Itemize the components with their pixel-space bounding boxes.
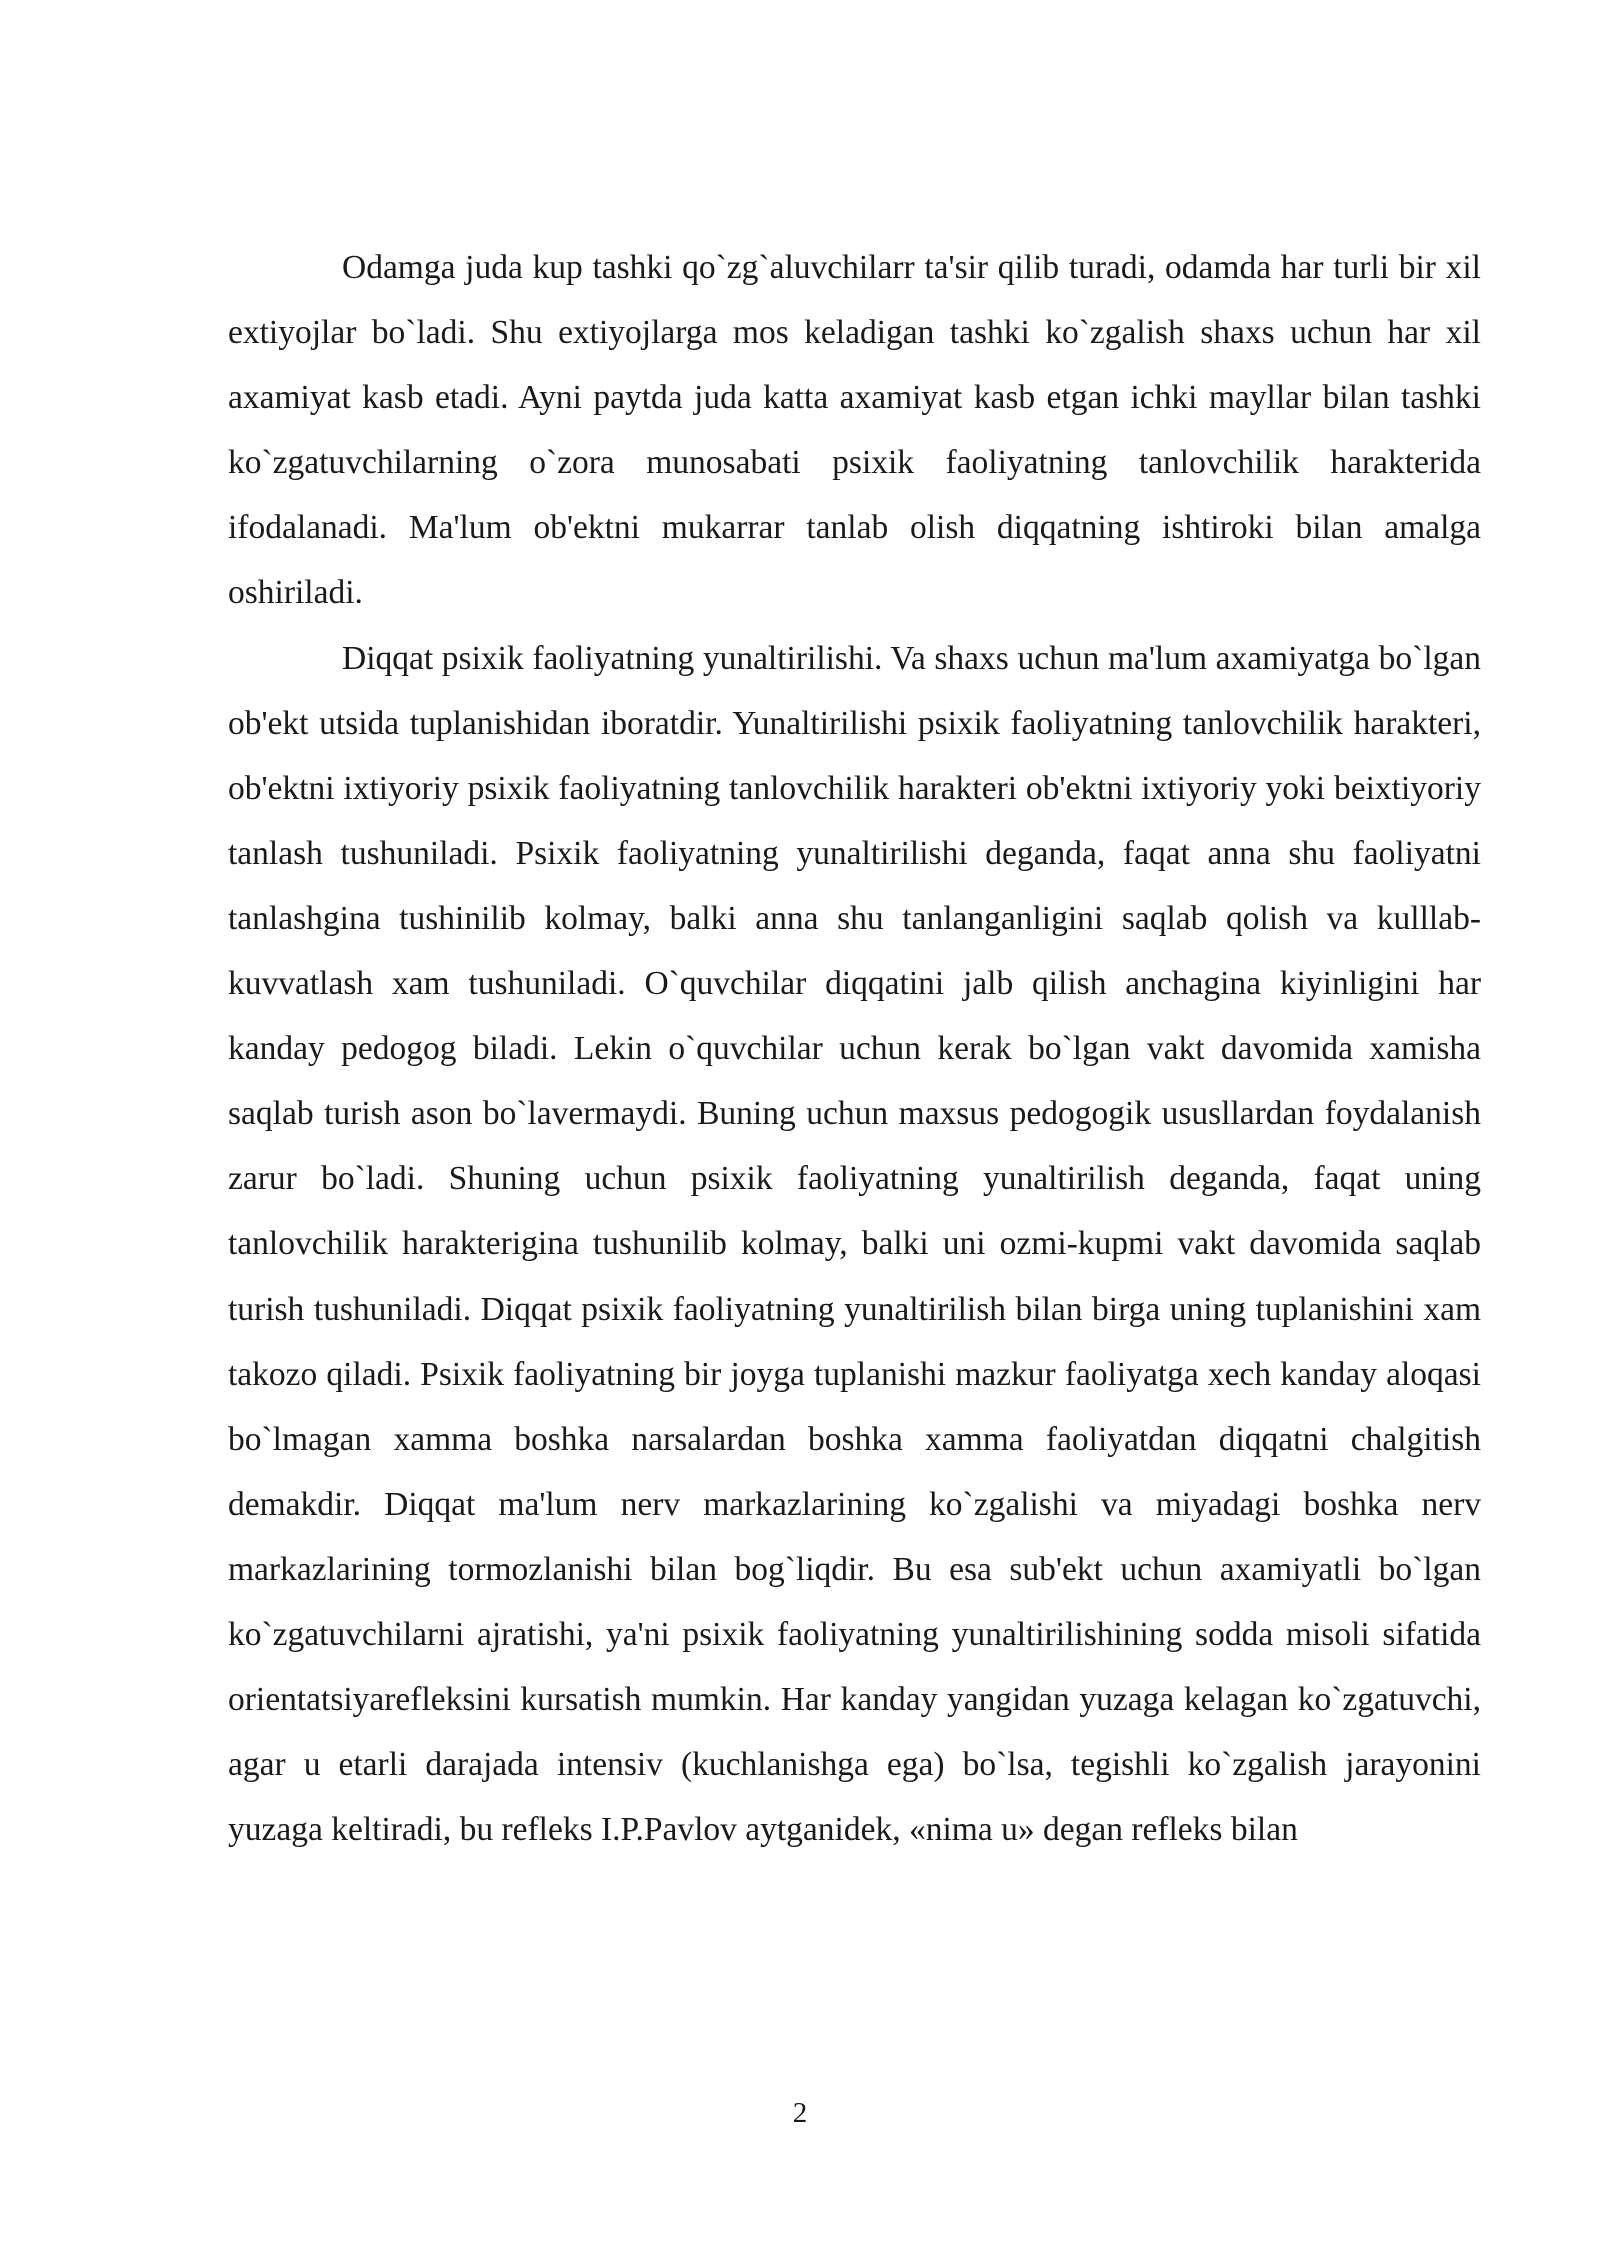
body-text: [228, 235, 1481, 1862]
paragraph-1: Odamga juda kup tashki qo`zg`aluvchilarr ta'sir qilib turadi, odamda har turli bir xil extiyojlar bo`ladi. Shu extiyojlarga mos keladigan tashki ko`zgalish shaxs uchun har xil axamiyat kasb etadi. Ayni paytda juda katta axamiyat kasb etgan ichki mayllar bilan tashki ko`zgatuvchilarning o`zora munosabati psixik faoliyatning tanlovchilik harakterida ifodalanadi. Ma'lum ob'ektni mukarrar tanlab olish diqqatning ishtiroki bilan amalga oshiriladi.: [228, 249, 1481, 612]
paragraph-2: Diqqat psixik faoliyatning yunaltirilishi. Va shaxs uchun ma'lum axamiyatga bo`lgan ob'ekt utsida tuplanishidan iboratdir. Yunaltirilishi psixik faoliyatning tanlovchilik harakteri, ob'ektni ixtiyoriy psixik faoliyatning tanlovchilik harakteri ob'ektni ixtiyoriy yoki beixtiyoriy tanlash tushuniladi. Psixik faoliyatning yunaltirilishi deganda, faqat anna shu faoliyatni tanlashgina tushinilib kolmay, balki anna shu tanlanganligini saqlab qolish va kulllab-kuvvatlash xam tushuniladi. O`quvchilar diqqatini jalb qilish anchagina kiyinligini har kanday pedogog biladi. Lekin o`quvchilar uchun kerak bo`lgan vakt davomida xamisha saqlab turish ason bo`lavermaydi. Buning uchun maxsus pedogogik ususllardan foydalanish zarur bo`ladi. Shuning uchun psixik faoliyatning yunaltirilish deganda, faqat uning tanlovchilik harakterigina tushunilib kolmay, balki uni ozmi-kupmi vakt davomida saqlab turish tushuniladi. Diqqat psixik faoliyatning yunaltirilish bilan birga uning tuplanishini xam takozo qiladi. Psixik faoliyatning bir joyga tuplanishi mazkur faoliyatga xech kanday aloqasi bo`lmagan xamma boshka narsalardan boshka xamma faoliyatdan diqqatni chalgitish demakdir. Diqqat ma'lum nerv markazlarining ko`zgalishi va miyadagi boshka nerv markazlarining tormozlanishi bilan bog`liqdir. Bu esa sub'ekt uchun axamiyatli bo`lgan ko`zgatuvchilarni ajratishi, ya'ni psixik faoliyatning yunaltirilishining sodda misoli sifatida orientatsiyarefleksini kursatish mumkin. Har kanday yangidan yuzaga kelagan ko`zgatuvchi, agar u etarli darajada intensiv (kuchlanishga ega) bo`lsa, tegishli ko`zgalish jarayonini yuzaga keltiradi, bu refleks I.P.Pavlov aytganidek, «nima u» degan refleks bilan: [228, 639, 1481, 1849]
page-number: 2: [792, 2097, 808, 2129]
